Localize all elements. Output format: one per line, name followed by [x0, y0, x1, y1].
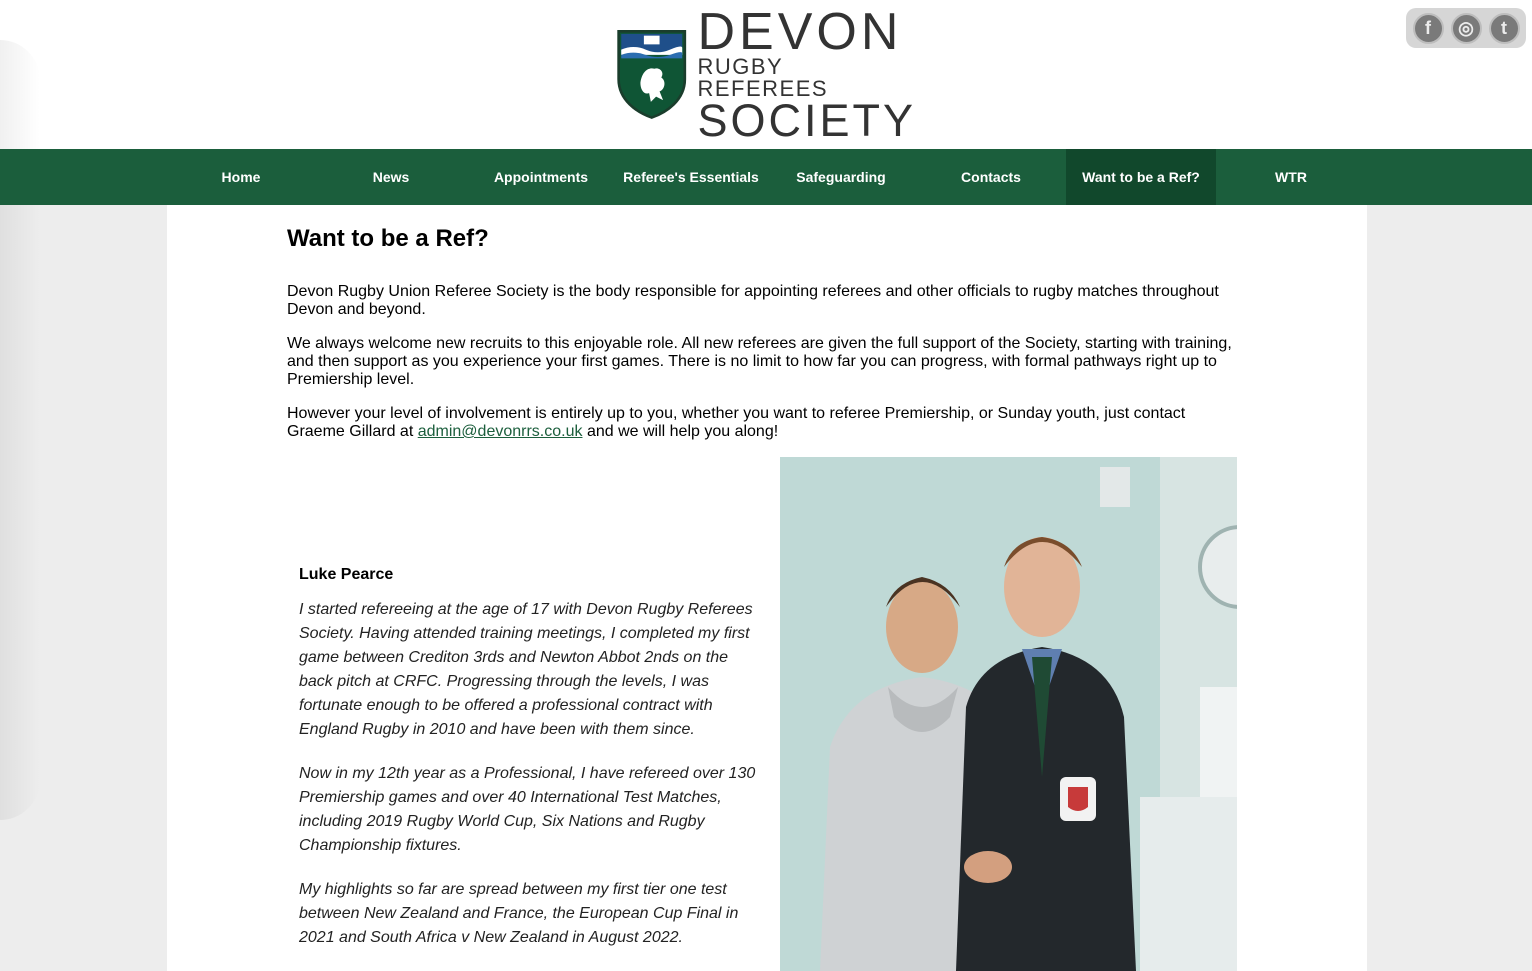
- logo-wordmark: [697, 2, 916, 146]
- nav-item-want-to-be-a-ref[interactable]: Want to be a Ref?: [1066, 149, 1216, 205]
- profile-quote-2: Now in my 12th year as a Professional, I have refereed over 130 Premiership games and over 40 International Test Matches, including 2019 Rugby World Cup, Six Nations and Rugby Championship fixtures.: [299, 765, 756, 854]
- profile-quote-1: I started refereeing at the age of 17 with Devon Rugby Referees Society. Having attended training meetings, I completed my first game between Crediton 3rds and Newton Abbot 2nds on the back pitch at CRFC. Progressing through the levels, I was fortunate enough to be offered a professional contract with England Rugby in 2010 and have been with them since.: [299, 601, 753, 738]
- logo-line-referees: RUGBY REFEREES: [697, 53, 829, 101]
- shield-crest-icon: [616, 22, 687, 126]
- nav-item-wtr[interactable]: WTR: [1275, 169, 1307, 185]
- nav-item-appointments[interactable]: Appointments: [493, 169, 589, 185]
- page-title: Want to be a Ref?: [287, 225, 489, 252]
- nav-item-safeguarding[interactable]: Safeguarding: [796, 169, 886, 185]
- social-links: [1406, 8, 1526, 48]
- twitter-glyph: t: [1501, 17, 1507, 38]
- logo-line-society: SOCIETY: [697, 94, 916, 146]
- main-content: [167, 205, 1367, 971]
- logo-line-devon: DEVON: [697, 2, 903, 61]
- nav-item-news[interactable]: News: [372, 169, 410, 185]
- contact-text-after: and we will help you along!: [586, 423, 779, 440]
- site-logo[interactable]: [616, 2, 916, 146]
- admin-email-link[interactable]: admin@devonrrs.co.uk: [417, 423, 583, 440]
- profile-photo-image: [780, 457, 1237, 971]
- recruit-paragraph: We always welcome new recruits to this enjoyable role. All new referees are given the full support of the Society, starting with training, and then support as you experience your first games. There is no limit to how far you can progress, with formal pathways right up to Premiership level.: [287, 335, 1232, 388]
- instagram-icon[interactable]: [1451, 13, 1482, 44]
- nav-item-home[interactable]: Home: [221, 169, 261, 185]
- facebook-glyph: f: [1425, 17, 1431, 38]
- nav-item-referees-essentials[interactable]: Referee's Essentials: [623, 169, 759, 185]
- intro-paragraph: Devon Rugby Union Referee Society is the body responsible for appointing referees and other officials to rugby matches throughout Devon and beyond.: [287, 283, 1219, 318]
- contact-paragraph: [287, 405, 1242, 441]
- profile-name: Luke Pearce: [299, 566, 394, 583]
- profile-photo: [780, 457, 1237, 971]
- facebook-icon[interactable]: [1413, 13, 1444, 44]
- nav-item-contacts[interactable]: Contacts: [961, 169, 1021, 185]
- instagram-glyph: ◎: [1458, 17, 1474, 38]
- main-navigation: [0, 149, 1532, 205]
- profile-quote-3: My highlights so far are spread between my first tier one test between New Zealand and France, the European Cup Final in 2021 and South Africa v New Zealand in August 2022.: [299, 881, 739, 946]
- twitter-icon[interactable]: [1489, 13, 1520, 44]
- contact-text-before: However your level of involvement is entirely up to you, whether you want to referee Premiership, or Sunday youth, just contact Graeme Gillard at: [287, 405, 1186, 440]
